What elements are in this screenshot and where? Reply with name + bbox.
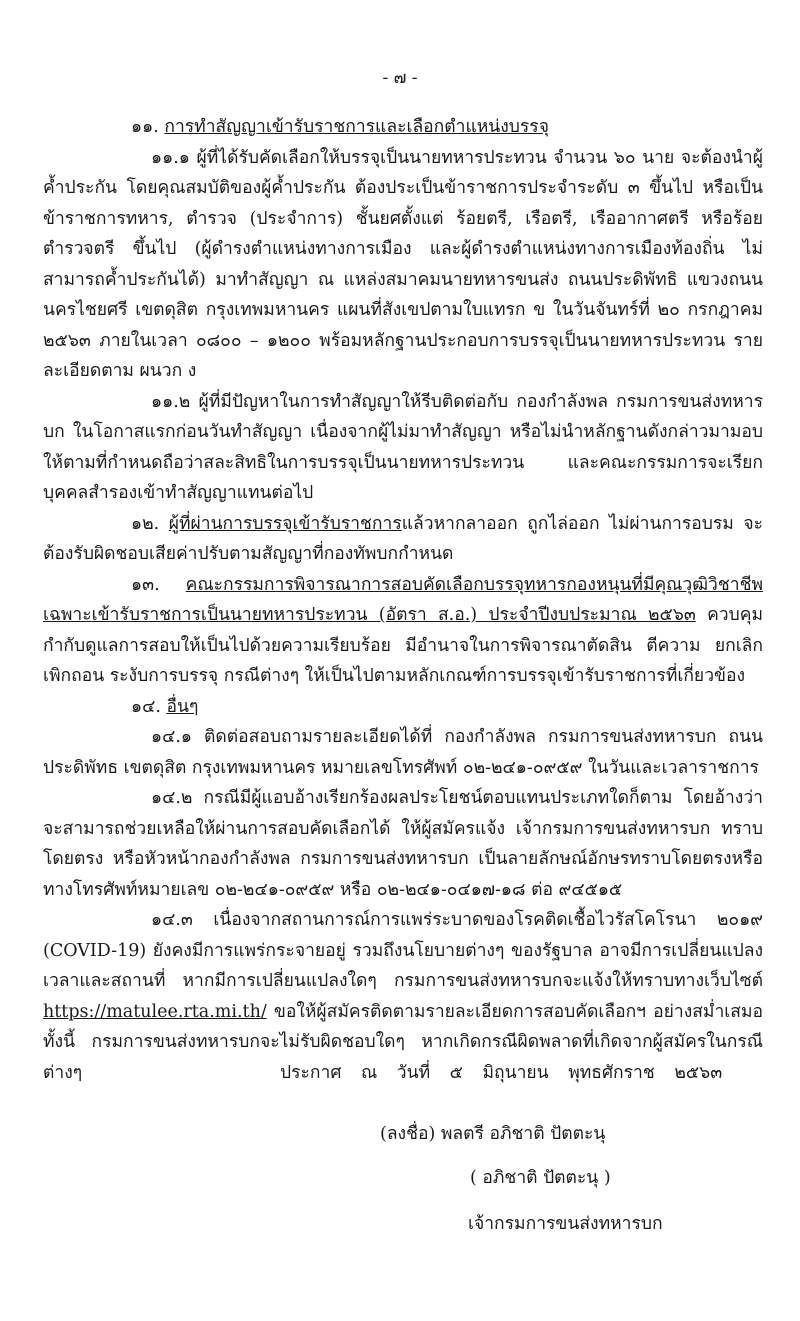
website-link[interactable]: https://matulee.rta.mi.th/ [43, 1001, 267, 1022]
section-14-title: อื่นๆ [166, 696, 199, 717]
section-12-number: ๑๒. [131, 513, 169, 534]
section-14-heading [43, 692, 763, 723]
section-13-number: ๑๓. [131, 574, 186, 595]
section-13-paragraph [43, 570, 763, 692]
section-13-text: ควบคุมกำกับดูแลการสอบให้เป็นไปด้วยความเรียบร้อย มีอำนาจในการพิจารณาตัดสิน ตีความ ยกเลิกเพิกถอน ระงับการบรรจุ กรณีต่างๆ ให้เป็นไปตามหลักเกณฑ์การบรรจุเข้ารับราชการที่เกี่ยวข้อง [43, 605, 763, 686]
section-11-title: การทำสัญญาเข้ารับราชการและเลือกตำแหน่งบรรจุ [164, 117, 549, 137]
section-12-title: ผู้ที่ผ่านการบรรจุเข้ารับราชการ [168, 513, 402, 534]
section-12-text: แล้วหากลาออก ถูกไล่ออก ไม่ผ่านการอบรม จะต้องรับผิดชอบเสียค่าปรับตามสัญญาที่กองทัพบกกำหนด [43, 513, 763, 564]
document-body [43, 112, 763, 1088]
section-11-1-paragraph: ๑๑.๑ ผู้ที่ได้รับคัดเลือกให้บรรจุเป็นนายทหารประทวน จำนวน ๖๐ นาย จะต้องนำผู้ค้ำประกัน โดยคุณสมบัติของผู้ค้ำประกัน ต้องประเป็นข้าราชการประจำระดับ ๓ ขึ้นไป หรือเป็นข้าราชการทหาร, ตำรวจ (ประจำการ) ชั้นยศตั้งแต่ ร้อยตรี, เรือตรี, เรืออากาศตรี หรือร้อยตำรวจตรี ขึ้นไป (ผู้ดำรงตำแหน่งทางการเมือง และผู้ดำรงตำแหน่งทางการเมืองท้องถิ่น ไม่สามารถค้ำประกันได้) มาทำสัญญา ณ แหล่งสมาคมนายทหารขนส่ง ถนนประดิพัทธิ แขวงถนนนครไชยศรี เขตดุสิต กรุงเทพมหานคร แผนที่สังเขปตามใบแทรก ข ในวันจันทร์ที่ ๒๐ กรกฎาคม ๒๕๖๓ ภายในเวลา ๐๘๐๐ – ๑๒๐๐ พร้อมหลักฐานประกอบการบรรจุเป็นนายทหารประทวน รายละเอียดตาม ผนวก ง [43, 147, 763, 381]
announcement-date: ประกาศ ณ วันที่ ๕ มิถุนายน พุทธศักราช ๒๕๖๓ [280, 1063, 723, 1083]
section-14-3-text-after: ขอให้ผู้สมัครติดตามรายละเอียดการสอบคัดเลือกฯ อย่างสม่ำเสมอ ทั้งนี้ กรมการขนส่งทหารบกจะไม่รับผิดชอบใดๆ หากเกิดกรณีผิดพลาดที่เกิดจากผู้สมัครในกรณีต่างๆ [43, 1001, 763, 1083]
section-14-1-paragraph: ๑๔.๑ ติดต่อสอบถามรายละเอียดได้ที่ กองกำลังพล กรมการขนส่งทหารบก ถนนประดิพัทธ เขตดุสิต กรุงเทพมหานคร หมายเลขโทรศัพท์ ๐๒-๒๔๑-๐๙๕๙ ในวันและเวลาราชการ [43, 727, 763, 778]
signatory-title: เจ้ากรมการขนส่งทหารบก [468, 1214, 663, 1234]
section-13-title: คณะกรรมการพิจารณาการสอบคัดเลือกบรรจุทหารกองหนุนที่มีคุณวุฒิวิชาชีพเฉพาะเข้ารับราชการเป็นนายทหารประทวน (อัตรา ส.อ.) ประจำปีงบประมาณ ๒๕๖๓ [43, 574, 763, 625]
signatory-name: ( อภิชาติ ปัตตะนุ ) [470, 1168, 611, 1188]
section-11-2-paragraph: ๑๑.๒ ผู้ที่มีปัญหาในการทำสัญญาให้รีบติดต่อกับ กองกำลังพล กรมการขนส่งทหารบก ในโอกาสแรกก่อนวันทำสัญญา เนื่องจากผู้ไม่มาทำสัญญา หรือไม่นำหลักฐานดังกล่าวมามอบให้ตามที่กำหนดถือว่าสละสิทธิในการบรรจุเป็นนายทหารประทวน และคณะกรรมการจะเรียกบุคคลสำรองเข้าทำสัญญาแทนต่อไป [43, 391, 763, 503]
section-14-number: ๑๔. [131, 696, 167, 717]
section-14-2-paragraph: ๑๔.๒ กรณีมีผู้แอบอ้างเรียกร้องผลประโยชน์ตอบแทนประเภทใดก็ตาม โดยอ้างว่าจะสามารถช่วยเหลือให้ผ่านการสอบคัดเลือกได้ ให้ผู้สมัครแจ้ง เจ้ากรมการขนส่งทหารบก ทราบโดยตรง หรือหัวหน้ากองกำลังพล กรมการขนส่งทหารบก เป็นลายลักษณ์อักษรทราบโดยตรงหรือทางโทรศัพท์หมายเลข ๐๒-๒๔๑-๐๙๕๙ หรือ ๐๒-๒๔๑-๐๔๑๗-๑๘ ต่อ ๙๔๕๑๕ [43, 788, 763, 900]
section-11-heading [43, 112, 763, 143]
section-14-3-text-before: ๑๔.๓ เนื่องจากสถานการณ์การแพร่ระบาดของโรคติดเชื้อไวรัสโคโรนา ๒๐๑๙ (COVID-19) ยังคงมีการแพร่กระจายอยู่ รวมถึงนโยบายต่างๆ ของรัฐบาล อาจมีการเปลี่ยนแปลงเวลาและสถานที่ หากมีการเปลี่ยนแปลงใดๆ กรมการขนส่งทหารบกจะแจ้งให้ทราบทางเว็บไซต์ [43, 910, 763, 991]
section-11-number: ๑๑. [131, 117, 165, 137]
page-number: - ๗ - [382, 68, 418, 88]
section-12-paragraph [43, 509, 763, 570]
signatory-line: (ลงชื่อ) พลตรี อภิชาติ ปัตตะนุ [380, 1124, 606, 1144]
